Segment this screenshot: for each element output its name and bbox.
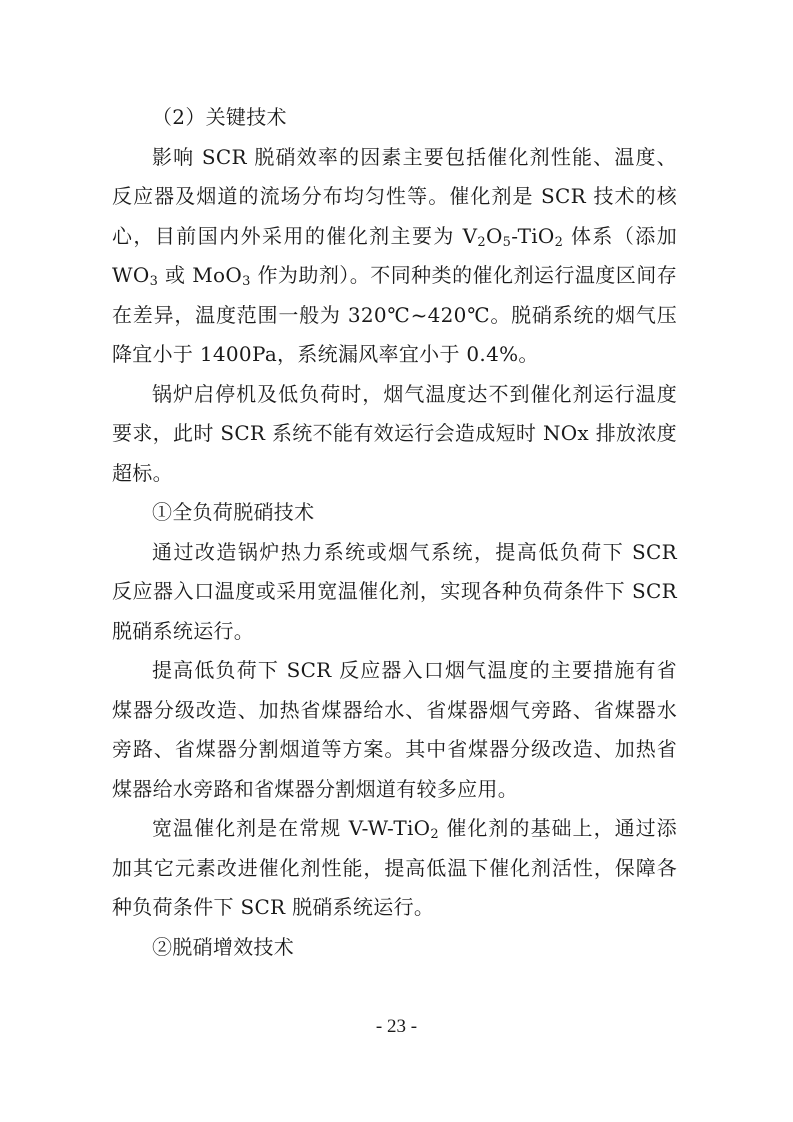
p1-text-c: O [485,223,503,248]
p1-text-g: 体系（添加 WO [112,223,677,287]
p1-text-e: -TiO [511,223,555,248]
section-heading-key-technology: （2）关键技术 [152,105,287,129]
p1-sub-wo3: 3 [149,274,159,289]
p1-sub-tio2: 2 [554,234,564,250]
p1-sub-moo3: 3 [242,274,251,289]
subheading-efficiency-technology: ②脱硝增效技术 [152,934,295,959]
paragraph-scr-factors [112,138,677,375]
p5-text-c: 催化剂的基础上，通过添加其它元素改进催化剂性能，提高低温下催化剂活性，保障各种负荷条件下 SCR 脱硝系统运行。 [112,816,677,919]
p1-text-k: 作为助剂）。不同种类的催化剂运行温度区间存在差异，温度范围一般为 320℃~420℃。脱硝系统的烟气压降宜小于 1400Pa，系统漏风率宜小于 0.4%。 [112,263,677,366]
paragraph-wide-temp-catalyst [112,809,677,928]
paragraph-low-load-issue: 锅炉启停机及低负荷时，烟气温度达不到催化剂运行温度要求，此时 SCR 系统不能有效运行会造成短时 NOx 排放浓度超标。 [112,381,677,485]
p5-sub-tio2: 2 [430,827,439,842]
p1-text-a: 影响 SCR 脱硝效率的因素主要包括催化剂性能、温度、反应器及烟道的流场分布均匀性等。催化剂是 SCR 技术的核心，目前国内外采用的催化剂主要为 V [112,144,677,248]
p1-text-i: 或 MoO [158,263,243,287]
paragraph-temperature-measures: 提高低负荷下 SCR 反应器入口烟气温度的主要措施有省煤器分级改造、加热省煤器给水、省煤器烟气旁路、省煤器水旁路、省煤器分割烟道等方案。其中省煤器分级改造、加热省煤器给水旁路和省煤器分割烟道有较多应用。 [112,658,677,801]
p1-sub-o5: 5 [502,234,512,250]
paragraph-retrofit-method: 通过改造锅炉热力系统或烟气系统，提高低负荷下 SCR 反应器入口温度或采用宽温催化剂，实现各种负荷条件下 SCR 脱硝系统运行。 [112,539,677,643]
page-body [112,98,677,967]
page-number: - 23 - [375,1016,418,1037]
subheading-full-load-denitration: ①全负荷脱硝技术 [152,500,315,524]
p1-sub-v2: 2 [477,234,486,250]
p5-text-a: 宽温催化剂是在常规 V-W-TiO [152,816,431,840]
